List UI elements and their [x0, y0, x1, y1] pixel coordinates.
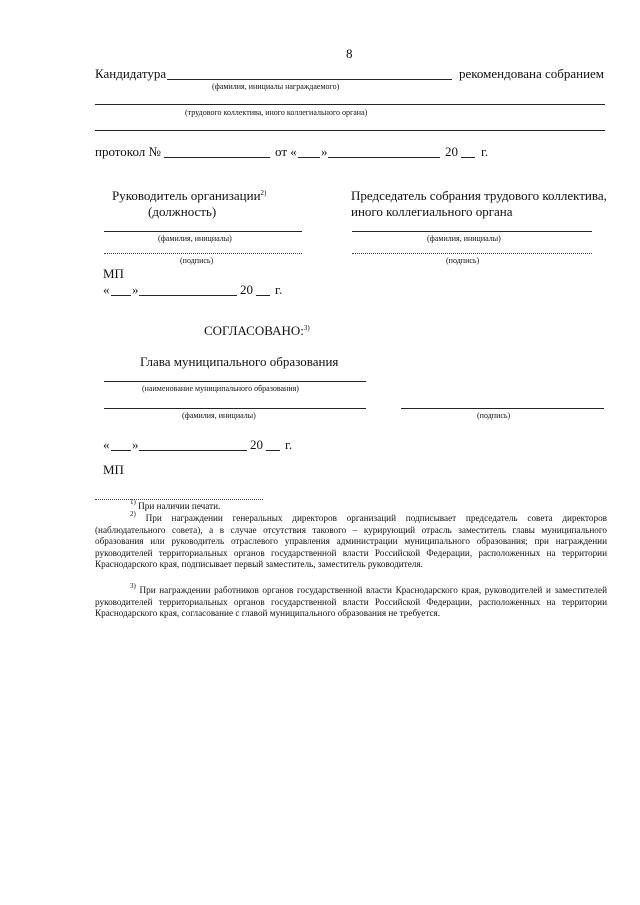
caption-municipal-head-sign: (подпись) — [477, 411, 511, 420]
candidacy-label: Кандидатура — [95, 66, 167, 81]
footnote-separator — [95, 499, 263, 500]
protocol-label: протокол № — [95, 144, 161, 159]
date-year-prefix-1: 20 — [240, 282, 253, 297]
org-head-name-line[interactable] — [104, 231, 302, 232]
date-year-line-1[interactable] — [256, 295, 270, 296]
date-day-line-2[interactable] — [111, 450, 131, 451]
chair-name-line[interactable] — [352, 231, 592, 232]
protocol-year-line[interactable] — [461, 157, 475, 158]
protocol-year-suffix: г. — [481, 144, 489, 159]
caption-chair-name: (фамилия, инициалы) — [427, 234, 501, 243]
candidate-name-line[interactable] — [167, 79, 452, 80]
date-month-line-2[interactable] — [139, 450, 247, 451]
footnote-1: $^{1)}$ При наличии печати. — [130, 498, 221, 511]
chair-signature-line[interactable] — [352, 253, 592, 254]
date-quote-close-1: » — [132, 282, 139, 297]
caption-chair-sign: (подпись) — [446, 256, 480, 265]
municipal-head-name-line[interactable] — [104, 408, 366, 409]
chair-title-line2: иного коллегиального органа — [351, 204, 513, 219]
protocol-quote-close: » — [321, 144, 328, 159]
date-year-line-2[interactable] — [266, 450, 280, 451]
date-year-suffix-2: г. — [285, 437, 293, 452]
caption-municipality: (наименование муниципального образования) — [142, 384, 299, 393]
agreed-title: СОГЛАСОВАНО:$^{3)}$ — [204, 323, 310, 338]
page-number: 8 — [346, 46, 353, 61]
date-day-line-1[interactable] — [111, 295, 131, 296]
caption-org-head-sign: (подпись) — [180, 256, 214, 265]
protocol-year-prefix: 20 — [445, 144, 458, 159]
chair-title-line1: Председатель собрания трудового коллектива, — [351, 188, 607, 203]
org-head-signature-line[interactable] — [104, 253, 302, 254]
protocol-number-line[interactable] — [164, 157, 270, 158]
date-year-suffix-1: г. — [275, 282, 283, 297]
date-quote-close-2: » — [132, 437, 139, 452]
footnote-2: $^{2)}$ При награждении генеральных директоров организаций подписывает председатель совета директоров (наблюдательного совета), а в случае отсутствия такового – курирующий отрасль заместитель главы муниципального образования или руководитель отраслевого управления администрации муниципального образования; при награждении руководителей территориальных органов государственной власти Российской Федерации, расположенных на территории Краснодарского края, подписывает первый заместитель, заместитель руководителя. — [95, 510, 607, 570]
collective-name-line[interactable] — [95, 104, 605, 105]
org-head-position: (должность) — [148, 204, 217, 219]
collective-name-line-2[interactable] — [95, 130, 605, 131]
stamp-place-1: МП — [103, 266, 124, 281]
date-open-2: « — [103, 437, 110, 452]
caption-org-head-name: (фамилия, инициалы) — [158, 234, 232, 243]
caption-collective: (трудового коллектива, иного коллегиального органа) — [185, 108, 368, 117]
date-month-line-1[interactable] — [139, 295, 237, 296]
municipal-head-signature-line[interactable] — [401, 408, 604, 409]
date-year-prefix-2: 20 — [250, 437, 263, 452]
org-head-title: Руководитель организации$^{2)}$ — [112, 188, 267, 203]
stamp-place-2: МП — [103, 462, 124, 477]
protocol-from: от « — [275, 144, 297, 159]
date-open-1: « — [103, 282, 110, 297]
caption-municipal-head-name: (фамилия, инициалы) — [182, 411, 256, 420]
municipal-head-title: Глава муниципального образования — [140, 354, 339, 369]
footnote-3: $^{3)}$ При награждении работников органов государственной власти Краснодарского края, руководителей и заместителей руководителей территориальных органов государственной власти Российской Федерации, расположенных на территории Краснодарского края, согласование с главой муниципального образования не требуется. — [95, 582, 608, 619]
protocol-day-line[interactable] — [298, 157, 320, 158]
municipality-name-line[interactable] — [104, 381, 366, 382]
recommended-label: рекомендована собранием — [459, 66, 605, 81]
caption-awardee-name: (фамилия, инициалы награждаемого) — [212, 82, 340, 91]
protocol-month-line[interactable] — [328, 157, 440, 158]
